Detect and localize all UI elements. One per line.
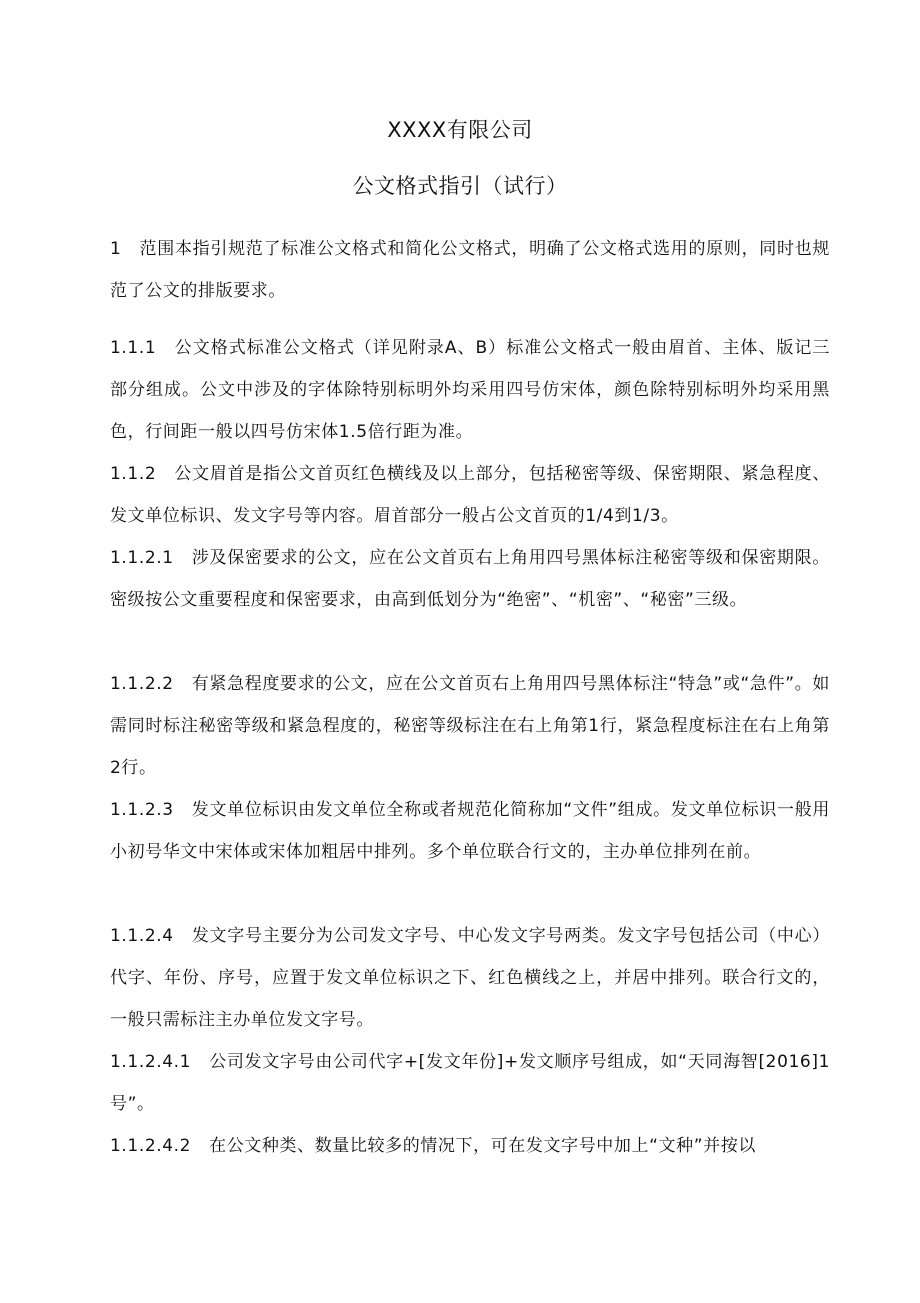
paragraph-1-1-2-3: [110, 789, 830, 873]
paragraph-text: 在公文种类、数量比较多的情况下，可在发文字号中加上“文种”并按以: [209, 1136, 756, 1156]
paragraph-1-1-2-1: [110, 537, 830, 621]
paragraph-text: 公司发文字号由公司代字+[发文年份]+发文顺序号组成，如“天同海智[2016]1号”。: [110, 1052, 830, 1114]
paragraph-1: [110, 228, 830, 312]
document-title: XXXX有限公司: [387, 118, 533, 142]
section-number: 1.1.2.4.2: [110, 1136, 192, 1156]
section-number: 1.1.2.4: [110, 926, 174, 946]
section-number: 1: [110, 239, 122, 259]
paragraph-text: 发文字号主要分为公司发文字号、中心发文字号两类。发文字号包括公司（中心）代字、年份、序号，应置于发文单位标识之下、红色横线之上，并居中排列。联合行文的，一般只需标注主办单位发文字号。: [110, 926, 830, 1030]
paragraph-text: 有紧急程度要求的公文，应在公文首页右上角用四号黑体标注“特急”或“急件”。如需同时标注秘密等级和紧急程度的，秘密等级标注在右上角第1行，紧急程度标注在右上角第2行。: [110, 674, 830, 778]
section-number: 1.1.1: [110, 338, 157, 358]
paragraph-1-1-2-4: [110, 915, 830, 1041]
section-number: 1.1.2: [110, 464, 157, 484]
paragraph-text: 公文眉首是指公文首页红色横线及以上部分，包括秘密等级、保密期限、紧急程度、发文单位标识、发文字号等内容。眉首部分一般占公文首页的1/4到1/3。: [110, 464, 830, 526]
section-number: 1.1.2.4.1: [110, 1052, 192, 1072]
paragraph-text: 发文单位标识由发文单位全称或者规范化简称加“文件”组成。发文单位标识一般用小初号华文中宋体或宋体加粗居中排列。多个单位联合行文的，主办单位排列在前。: [110, 800, 830, 862]
section-number: 1.1.2.3: [110, 800, 174, 820]
paragraph-1-1-2-4-2: [110, 1125, 830, 1167]
paragraph-1-1-2-4-1: [110, 1041, 830, 1125]
paragraph-1-1-2: [110, 453, 830, 537]
section-number: 1.1.2.2: [110, 674, 174, 694]
paragraph-1-1-1: [110, 327, 830, 453]
paragraph-text: 公文格式标准公文格式（详见附录A、B）标准公文格式一般由眉首、主体、版记三部分组成。公文中涉及的字体除特别标明外均采用四号仿宋体，颜色除特别标明外均采用黑色，行间距一般以四号仿宋体1.5倍行距为准。: [110, 338, 830, 442]
document-subtitle: 公文格式指引（试行）: [352, 174, 568, 198]
paragraph-text: 涉及保密要求的公文，应在公文首页右上角用四号黑体标注秘密等级和保密期限。密级按公文重要程度和保密要求，由高到低划分为“绝密”、“机密”、“秘密”三级。: [110, 548, 830, 610]
section-number: 1.1.2.1: [110, 548, 174, 568]
paragraph-1-1-2-2: [110, 663, 830, 789]
paragraph-text: 范围本指引规范了标准公文格式和简化公文格式，明确了公文格式选用的原则，同时也规范了公文的排版要求。: [110, 239, 830, 301]
